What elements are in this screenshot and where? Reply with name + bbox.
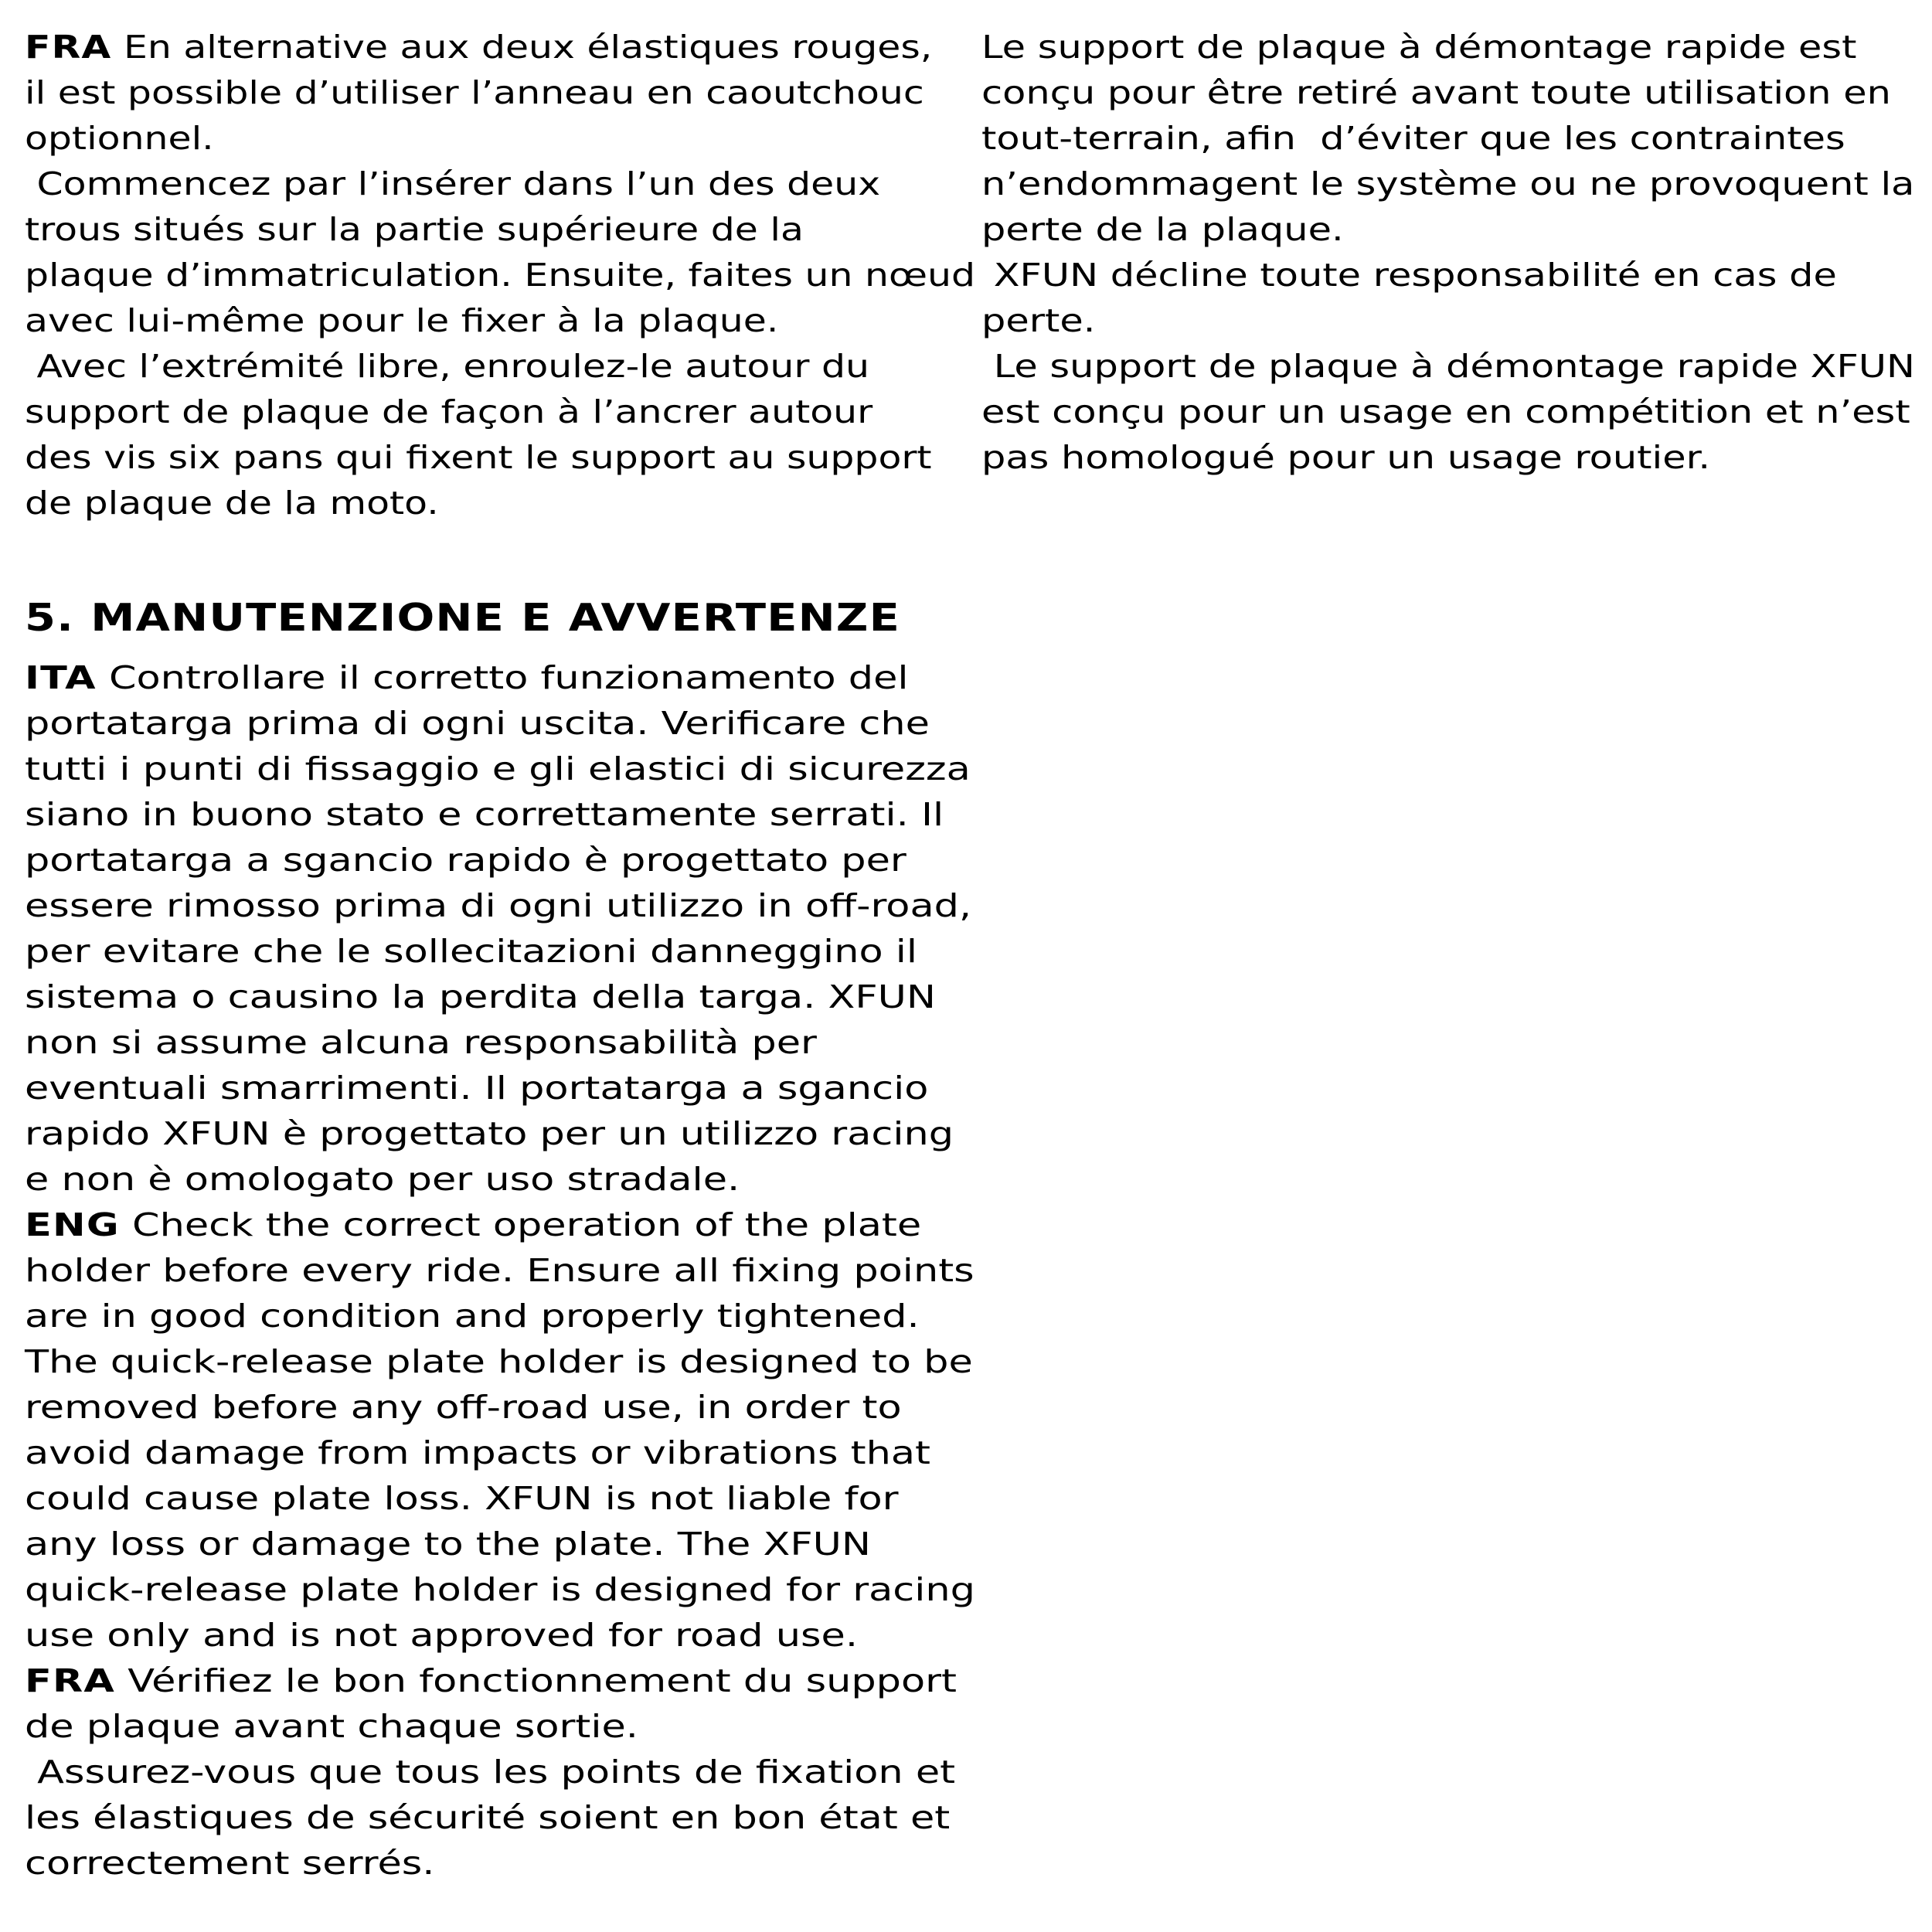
text-line: de plaque avant chaque sortie. [25,1708,638,1745]
text-line: sistema o causino la perdita della targa. XFUN [25,978,936,1015]
text-run: Controllare il corretto funzionamento del [96,659,909,696]
text-line: n’endommagent le système ou ne provoquent la [981,165,1915,202]
text-line: les élastiques de sécurité soient en bon état et [25,1799,951,1836]
text-line: essere rimosso prima di ogni utilizzo in off-road, [25,887,972,924]
text-line: could cause plate loss. XFUN is not liable for [25,1480,899,1517]
fra-elastic-ring-instructions [25,25,975,526]
text-run: Check the correct operation of the plate [119,1206,922,1243]
text-line: Assurez-vous que tous les points de fixation et [25,1753,956,1791]
text-line: The quick-release plate holder is designed to be [25,1343,973,1380]
text-line: removed before any off-road use, in order to [25,1389,902,1426]
language-label-fra: FRA [25,29,112,66]
text-line: est conçu pour un usage en compétition et n’est [981,393,1910,430]
text-line: Avec l’extrémité libre, enroulez-le autour du [25,348,869,385]
text-line: conçu pour être retiré avant toute utilisation en [981,74,1891,111]
text-line: e non è omologato per uso stradale. [25,1161,740,1198]
text-line: siano in buono stato e correttamente serrati. Il [25,796,944,833]
text-line: il est possible d’utiliser l’anneau en caoutchouc [25,74,924,111]
fra-quick-release-warning [981,25,1915,481]
text-line: avoid damage from impacts or vibrations that [25,1434,930,1471]
text-line: plaque d’immatriculation. Ensuite, faites un nœud [25,257,975,294]
text-line: any loss or damage to the plate. The XFUN [25,1526,872,1563]
text-line: des vis six pans qui fixent le support au support [25,439,932,476]
text-line: holder before every ride. Ensure all fixing points [25,1252,975,1289]
text-line [25,1202,975,1248]
text-line: eventuali smarrimenti. Il portatarga a sgancio [25,1070,929,1107]
text-line: use only and is not approved for road use. [25,1617,859,1654]
text-line: avec lui-même pour le fixer à la plaque. [25,302,779,339]
text-line: perte. [981,302,1096,339]
text-line: per evitare che le sollecitazioni danneggino il [25,933,918,970]
text-run: En alternative aux deux élastiques rouges, [111,29,933,66]
text-line: tutti i punti di fissaggio e gli elastici di sicurezza [25,750,971,787]
text-line: XFUN décline toute responsabilité en cas de [981,257,1837,294]
text-line: pas homologué pour un usage routier. [981,439,1711,476]
text-line: Commencez par l’insérer dans l’un des deux [25,165,881,202]
text-line: are in good condition and properly tightened. [25,1298,920,1335]
language-label-ita: ITA [25,659,97,696]
text-line: portatarga prima di ogni uscita. Verificare che [25,705,930,742]
text-line: portatarga a sgancio rapido è progettato per [25,842,906,879]
text-line [25,655,975,701]
text-line [25,1658,975,1704]
text-line: tout-terrain, afin d’éviter que les contraintes [981,120,1845,157]
text-line: perte de la plaque. [981,211,1344,248]
text-line: optionnel. [25,120,214,157]
text-run: Vérifiez le bon fonctionnement du support [115,1662,957,1699]
text-line: trous situés sur la partie supérieure de la [25,211,804,248]
text-line: de plaque de la moto. [25,485,439,522]
language-label-fra: FRA [25,1662,116,1699]
text-line: support de plaque de façon à l’ancrer autour [25,393,873,430]
text-line: non si assume alcuna responsabilità per [25,1024,817,1061]
text-line [25,25,975,70]
text-line: Le support de plaque à démontage rapide XFUN [981,348,1915,385]
text-line: rapido XFUN è progettato per un utilizzo racing [25,1115,954,1152]
section-heading: 5. MANUTENZIONE E AVVERTENZE [25,596,900,640]
language-label-eng: ENG [25,1206,120,1243]
text-line: correctement serrés. [25,1845,435,1882]
text-line: quick-release plate holder is designed for racing [25,1571,975,1608]
maintenance-warnings [25,655,975,1886]
text-line: Le support de plaque à démontage rapide est [981,29,1857,66]
